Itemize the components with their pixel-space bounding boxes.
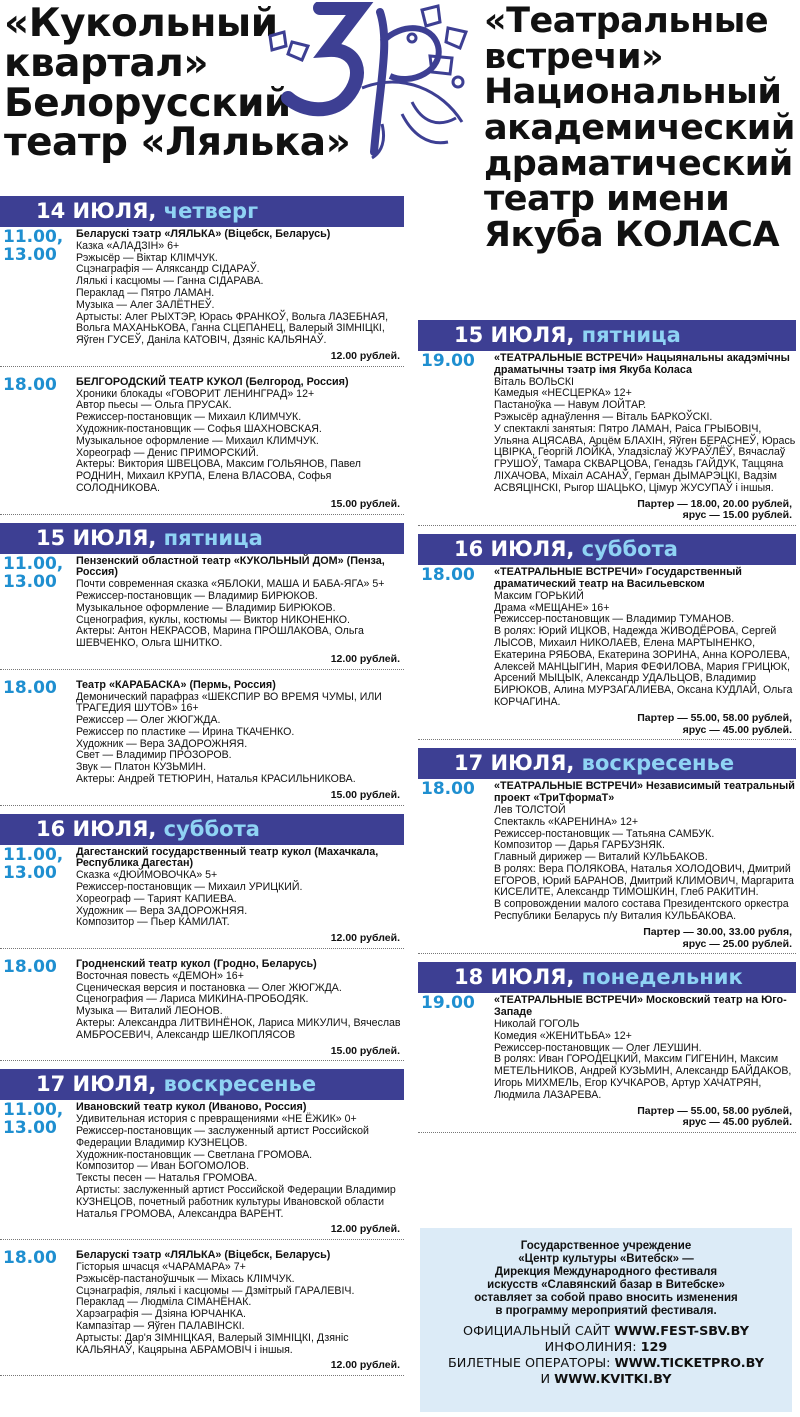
event-title: Гродненский театр кукол (Гродно, Беларусь) bbox=[76, 958, 317, 971]
event-spacer bbox=[0, 806, 404, 814]
site-label: ОФИЦИАЛЬНЫЙ САЙТ bbox=[463, 1324, 610, 1339]
event-detail-line: Харэаграфія — Дзіяна ЮРЧАНКА. bbox=[76, 1308, 246, 1321]
event-detail-line: Режиссер — Олег ЖЮГЖДА. bbox=[76, 714, 221, 727]
official-site-line bbox=[426, 1324, 786, 1340]
ticket-operators-line bbox=[426, 1356, 786, 1372]
event-detail-line: Композитор — Иван БОГОМОЛОВ. bbox=[76, 1160, 250, 1173]
event-detail-line: Комедия «ЖЕНИТЬБА» 12+ bbox=[494, 1029, 632, 1042]
event-time: 18.00 bbox=[3, 374, 57, 395]
right-section-title: «Театральные встречи» Национальный академический драматический театр имени Якуба КОЛАСА bbox=[484, 1, 795, 256]
event-time: 18.00 bbox=[421, 779, 475, 800]
event-detail-line: Лев ТОЛСТОЙ bbox=[494, 803, 566, 816]
day-weekday: воскресенье bbox=[581, 751, 735, 776]
event-title: Дагестанский государственный театр кукол (Махачкала, Республика Дагестан) bbox=[76, 845, 379, 870]
phone-label: ИНФОЛИНИЯ: bbox=[544, 1340, 637, 1355]
day-weekday: суббота bbox=[163, 816, 260, 841]
event-time: 18.00 bbox=[3, 1248, 57, 1269]
event-detail-line: Сценография — Лариса МИКИНА-ПРОБОДЯК. bbox=[76, 993, 309, 1006]
event-detail-line: Режиссер по пластике — Ирина ТКАЧЕНКО. bbox=[76, 725, 295, 738]
event-time: 11.00, 13.00 bbox=[3, 1100, 64, 1139]
left-column bbox=[0, 0, 404, 1384]
event-title: Беларускі тэатр «ЛЯЛЬКА» (Віцебск, Беларусь) bbox=[76, 228, 331, 240]
day-date: 14 ИЮЛЯ, bbox=[36, 199, 157, 223]
event-detail-line: Лялькі і касцюмы — Ганна СІДАРАВА. bbox=[76, 275, 264, 288]
event-title: Пензенский областной театр «КУКОЛЬНЫЙ ДОМ» (Пенза, Россия) bbox=[76, 554, 385, 579]
event-detail-line: Хореограф — Денис ПРИМОРСКИЙ. bbox=[76, 446, 259, 459]
day-date: 15 ИЮЛЯ, bbox=[36, 525, 157, 550]
event-detail-line: Актеры: Антон НЕКРАСОВ, Марина ПРОШЛАКОВА, Ольга ШЕВЧЕНКО, Ольга ШНИТКО. bbox=[76, 625, 364, 650]
event-detail-line: Художник-постановщик — Светлана ГРОМОВА. bbox=[76, 1148, 313, 1161]
right-column bbox=[418, 0, 796, 1141]
event-detail-line: Художник-постановщик — Софья ШАХНОВСКАЯ. bbox=[76, 422, 322, 435]
event-detail-line: Свет — Владимир ПРОЗОРОВ. bbox=[76, 749, 232, 762]
event-spacer bbox=[0, 367, 404, 375]
event-detail-line: Сценография, куклы, костюмы — Виктор НИКОНЕНКО. bbox=[76, 613, 350, 626]
info-box bbox=[420, 1228, 792, 1412]
day-date: 18 ИЮЛЯ, bbox=[454, 965, 575, 990]
event-spacer bbox=[418, 954, 796, 962]
day-header bbox=[0, 196, 404, 227]
day-date: 17 ИЮЛЯ, bbox=[36, 1072, 157, 1097]
event-price: 12.00 рублей. bbox=[330, 1359, 400, 1372]
ops-and: И bbox=[540, 1372, 551, 1387]
event-title: «ТЕАТРАЛЬНЫЕ ВСТРЕЧИ» Московский театр на Юго-Западе bbox=[494, 994, 787, 1019]
event-detail-line: Режиссер-постановщик — Владимир ТУМАНОВ. bbox=[494, 613, 735, 626]
event-detail-line: Рэжысёр-пастаноўшчык — Міхась КЛІМЧУК. bbox=[76, 1272, 295, 1285]
day-header bbox=[0, 814, 404, 845]
ticket-operators-line-2 bbox=[426, 1372, 786, 1388]
event-title: Ивановский театр кукол (Иваново, Россия) bbox=[76, 1101, 307, 1114]
event-spacer bbox=[0, 1061, 404, 1069]
event-detail-line: Рэжысёр — Віктар КЛІМЧУК. bbox=[76, 251, 218, 264]
event-item bbox=[0, 678, 404, 806]
event-detail-line: Актеры: Виктория ШВЕЦОВА, Максим ГОЛЬЯНОВ, Павел РОДНИН, Михаил КРУПА, Елена ВЛАСОВА, Софья СОЛОДНИКОВА. bbox=[76, 458, 361, 494]
event-detail-line: Сцэнаграфія, лялькі і касцюмы — Дзмітрый ГАРАЛЕВІЧ. bbox=[76, 1284, 355, 1297]
left-schedule bbox=[0, 196, 404, 1384]
event-detail-line: Артысты: Дар'я ЗІМНІЦКАЯ, Валерый ЗІМНІЦКІ, Дзяніс КАЛЬЯНАЎ, Кацярына АБРАМОВІЧ і іншыя. bbox=[76, 1331, 349, 1356]
event-detail-line: Музыка — Алег ЗАЛЁТНЕЎ. bbox=[76, 298, 215, 311]
event-item bbox=[0, 1100, 404, 1240]
event-detail-line: Режиссер-постановщик — Олег ЛЕУШИН. bbox=[494, 1041, 702, 1054]
event-title: Театр «КАРАБАСКА» (Пермь, Россия) bbox=[76, 678, 276, 691]
event-detail-line: Драма «МЕЩАНЕ» 16+ bbox=[494, 601, 610, 614]
event-price: Партер — 55.00, 58.00 рублей, ярус — 45.00 рублей. bbox=[637, 711, 792, 736]
event-detail-line: Сценическая версия и постановка — Олег ЖЮГЖДА. bbox=[76, 981, 342, 994]
event-detail-line: Композитор — Пьер КАМИЛАТ. bbox=[76, 916, 230, 929]
event-time: 19.00 bbox=[421, 993, 475, 1014]
event-detail-line: Композитор — Дарья ГАРБУЗНЯК. bbox=[494, 839, 665, 852]
event-item bbox=[0, 227, 404, 367]
event-spacer bbox=[0, 515, 404, 523]
event-detail-line: Кампазітар — Яўген ПАЛАВІНСКІ. bbox=[76, 1319, 245, 1332]
event-detail-line: Восточная повесть «ДЕМОН» 16+ bbox=[76, 969, 244, 982]
event-price: 12.00 рублей. bbox=[330, 1223, 400, 1236]
event-item bbox=[418, 993, 796, 1133]
event-item bbox=[418, 779, 796, 954]
event-detail-line: Спектакль «КАРЕНИНА» 12+ bbox=[494, 815, 639, 828]
event-detail-line: Музыкальное оформление — Владимир БИРЮКОВ. bbox=[76, 601, 336, 614]
event-detail-line: Удивительная история с превращениями «НЕ ЁЖИК» 0+ bbox=[76, 1113, 357, 1126]
event-item bbox=[0, 554, 404, 670]
kvitki-link[interactable]: WWW.KVITKI.BY bbox=[554, 1372, 672, 1387]
ticketpro-link[interactable]: WWW.TICKETPRO.BY bbox=[614, 1356, 764, 1371]
event-detail-line: В ролях: Юрий ИЦКОВ, Надежда ЖИВОДЁРОВА, Сергей ЛЫСОВ, Михаил НИКОЛАЕВ, Елена МАРТЫНЕНКО, Екатерина РЯБОВА, Екатерина ЗОРИНА, Анна КОРОЛЕВА, Алексей МАНЦЫГИН, Мария ФЕФИЛОВА, Мария ГРИЦЮК, Арсений МЫЦЫК, Александр УДАЛЬЦОВ, Владимир БИРЮКОВ, Алина МУРЗАГАЛИЕВА, Оксана КУДЛАЙ, Ольга КОРЧАГИНА. bbox=[494, 625, 793, 708]
event-item bbox=[0, 375, 404, 515]
event-detail-line: Режиссер-постановщик — Михаил КЛИМЧУК. bbox=[76, 411, 302, 424]
event-detail-line: Демонический парафраз «ШЕКСПИР ВО ВРЕМЯ ЧУМЫ, ИЛИ ТРАГЕДИЯ ШУТОВ» 16+ bbox=[76, 690, 382, 715]
event-detail-line: Рэжысёр аднаўлення — Віталь БАРКОЎСКІ. bbox=[494, 410, 713, 423]
event-detail-line: Казка «АЛАДЗІН» 6+ bbox=[76, 239, 180, 252]
event-spacer bbox=[418, 740, 796, 748]
event-time: 18.00 bbox=[3, 677, 57, 698]
event-price: 12.00 рублей. bbox=[330, 652, 400, 665]
event-spacer bbox=[0, 1240, 404, 1248]
event-price: 12.00 рублей. bbox=[330, 932, 400, 945]
day-date: 16 ИЮЛЯ, bbox=[36, 816, 157, 841]
event-detail-line: Почти современная сказка «ЯБЛОКИ, МАША И БАБА-ЯГА» 5+ bbox=[76, 578, 385, 591]
day-header bbox=[418, 320, 796, 351]
event-detail-line: Николай ГОГОЛЬ bbox=[494, 1018, 580, 1031]
day-weekday: понедельник bbox=[581, 965, 743, 990]
day-weekday: пятница bbox=[163, 525, 263, 550]
event-detail-line: Музыка — Виталий ЛЕОНОВ. bbox=[76, 1005, 223, 1018]
day-header bbox=[418, 962, 796, 993]
event-price: 12.00 рублей. bbox=[330, 349, 400, 362]
event-title: БЕЛГОРОДСКИЙ ТЕАТР КУКОЛ (Белгород, Россия) bbox=[76, 375, 349, 388]
info-notice: Государственное учреждение «Центр культуры «Витебск» — Дирекция Международного фестиваля искусств «Славянский базар в Витебске» оставляет за собой право вносить изменения в программу мероприятий фестиваля. bbox=[474, 1240, 738, 1317]
event-detail-line: Максим ГОРЬКИЙ bbox=[494, 589, 584, 602]
event-detail-line: Камедыя «НЕСЦЕРКА» 12+ bbox=[494, 387, 632, 400]
event-spacer bbox=[0, 670, 404, 678]
event-title: «ТЕАТРАЛЬНЫЕ ВСТРЕЧИ» Нацыянальны акадэмічны драматычны тэатр імя Якуба Коласа bbox=[494, 352, 790, 376]
event-detail-line: Актеры: Александра ЛИТВИНЁНОК, Лариса МИКУЛИЧ, Вячеслав АМБРОСЕВИЧ, Александр ШЕЛКОПЛЯСОВ bbox=[76, 1017, 401, 1041]
event-time: 18.00 bbox=[421, 565, 475, 586]
event-detail-line: Артисты: заслуженный артист Российской Федерации Владимир КУЗНЕЦОВ, почетный работник культуры Ивановской области Наталья ГРОМОВА, Александра ВАРЕНТ. bbox=[76, 1184, 396, 1220]
event-price: Партер — 30.00, 33.00 рубля, ярус — 25.00 рублей. bbox=[643, 925, 792, 950]
phone-number: 129 bbox=[640, 1340, 668, 1355]
event-detail-line: Режиссер-постановщик — Владимир БИРЮКОВ. bbox=[76, 589, 318, 602]
event-detail-line: Режиссер-постановщик — Михаил УРИЦКИЙ. bbox=[76, 881, 303, 894]
event-detail-line: Звук — Платон КУЗЬМИН. bbox=[76, 761, 207, 774]
event-detail-line: Музыкальное оформление — Михаил КЛИМЧУК. bbox=[76, 434, 319, 447]
event-item bbox=[418, 565, 796, 740]
event-detail-line: Режиссер-постановщик — Татьяна САМБУК. bbox=[494, 827, 715, 840]
day-weekday: воскресенье bbox=[163, 1072, 317, 1097]
info-contacts bbox=[426, 1324, 786, 1388]
event-detail-line: Пераклад — Пятро ЛАМАН. bbox=[76, 286, 215, 299]
event-detail-line: В ролях: Вера ПОЛЯКОВА, Наталья ХОЛОДОВИЧ, Дмитрий ЕГОРОВ, Юрий БАРАНОВ, Дмитрий КЛИМОВИЧ, Маргарита КИСЕЛИТЕ, Александр ТИМОШКИН, Глеб РАКИТИН. bbox=[494, 862, 794, 899]
event-time: 11.00, 13.00 bbox=[3, 227, 64, 265]
site-link[interactable]: WWW.FEST-SBV.BY bbox=[614, 1324, 749, 1339]
event-title: Беларускі тэатр «ЛЯЛЬКА» (Віцебск, Беларусь) bbox=[76, 1249, 331, 1262]
right-schedule bbox=[418, 320, 796, 1141]
event-title: «ТЕАТРАЛЬНЫЕ ВСТРЕЧИ» Государственный драматический театр на Васильевском bbox=[494, 566, 742, 590]
event-spacer bbox=[0, 1376, 404, 1384]
infoline-line bbox=[426, 1340, 786, 1356]
event-detail-line: Художник — Вера ЗАДОРОЖНЯЯ. bbox=[76, 737, 248, 750]
event-time: 19.00 bbox=[421, 351, 475, 371]
event-detail-line: Гісторыя шчасця «ЧАРАМАРА» 7+ bbox=[76, 1260, 246, 1273]
day-date: 17 ИЮЛЯ, bbox=[454, 751, 575, 776]
event-detail-line: Хроники блокады «ГОВОРИТ ЛЕНИНГРАД» 12+ bbox=[76, 387, 315, 400]
event-spacer bbox=[418, 526, 796, 534]
event-item bbox=[0, 957, 404, 1061]
day-header bbox=[418, 748, 796, 779]
event-time: 18.00 bbox=[3, 957, 57, 978]
event-detail-line: Сказка «ДЮЙМОВОЧКА» 5+ bbox=[76, 869, 218, 882]
event-detail-line: Пераклад — Людміла СІМАНЁНАК. bbox=[76, 1296, 252, 1309]
event-detail-line: Пастаноўка — Навум ЛОЙТАР. bbox=[494, 399, 647, 412]
event-spacer bbox=[0, 949, 404, 957]
day-header bbox=[0, 1069, 404, 1100]
event-item bbox=[0, 845, 404, 949]
event-price: 15.00 рублей. bbox=[330, 497, 400, 510]
event-detail-line: Режиссер-постановщик — заслуженный артист Российской Федерации Владимир КУЗНЕЦОВ. bbox=[76, 1125, 369, 1149]
event-detail-line: Віталь ВОЛЬСКІ bbox=[494, 375, 574, 388]
day-weekday: суббота bbox=[581, 537, 678, 562]
event-time: 11.00, 13.00 bbox=[3, 844, 64, 883]
event-detail-line: Сцэнаграфія — Аляксандр СІДАРАЎ. bbox=[76, 263, 260, 276]
day-weekday: четверг bbox=[163, 199, 259, 223]
event-price: 15.00 рублей. bbox=[330, 1044, 400, 1057]
day-weekday: пятница bbox=[581, 323, 681, 347]
event-detail-line: В ролях: Иван ГОРОДЕЦКИЙ, Максим ГИГЕНИН, Максим МЕТЕЛЬНИКОВ, Андрей КУЗЬМИН, Александр БАЙДАКОВ, Игорь МИХМЕЛЬ, Егор КУЧКАРОВ, Артур ХАЧАТРЯН, Людмила ЛАЗАРЕВА. bbox=[494, 1053, 792, 1101]
event-item bbox=[418, 351, 796, 526]
event-time: 11.00, 13.00 bbox=[3, 553, 64, 592]
event-detail-line: Главный дирижер — Виталий КУЛЬБАКОВ. bbox=[494, 851, 708, 864]
left-section-title: «Кукольный квартал» Белорусский театр «Лялька» bbox=[4, 1, 351, 166]
event-price: Партер — 18.00, 20.00 рублей, ярус — 15.00 рублей. bbox=[637, 497, 792, 522]
event-detail-line: В сопровождении малого состава Президентского оркестра Республики Беларусь п/у Виталия КУЛЬБАКОВА. bbox=[494, 898, 789, 923]
event-spacer bbox=[418, 1133, 796, 1141]
day-header bbox=[0, 523, 404, 554]
event-detail-line: Артысты: Алег РЫХТЭР, Юрась ФРАНКОЎ, Вольга ЛАЗЕБНАЯ, Вольга МАХАНЬКОВА, Ганна СЦЕПАНЕЦ, Валерый ЗІМНІЦКІ, Яўген ГУСЕЎ, Даніла КАТОВІЧ, Дзяніс КАЛЬЯНАЎ. bbox=[76, 310, 389, 347]
event-title: «ТЕАТРАЛЬНЫЕ ВСТРЕЧИ» Независимый театральный проект «ТриТформаТ» bbox=[494, 780, 795, 805]
event-detail-line: Художник — Вера ЗАДОРОЖНЯЯ. bbox=[76, 904, 248, 917]
event-detail-line: Тексты песен — Наталья ГРОМОВА. bbox=[76, 1172, 258, 1185]
event-price: Партер — 55.00, 58.00 рублей, ярус — 45.00 рублей. bbox=[637, 1104, 792, 1129]
event-detail-line: У спектаклі занятыя: Пятро ЛАМАН, Раіса ГРЫБОВІЧ, Ульяна АЦЯСАВА, Арцём БЛАХІН, Яўген БЕРАСНЕЎ, Юрась ЦВІРКА, Георгій ЛОЙКА, Уладзіслаў ЖУРАЎЛЁЎ, Вячаслаў ГРУШОЎ, Тамара СКВАРЦОВА, Генадзь ГАЙДУК, Таццяна ЛІХАЧОВА, Міхаіл АСАНАЎ, Герман ДЫМАРЭЦКІ, Вадзім АСВЯЦІНСКІ, Рыгор ШАЦЬКО, Цімур ЖУСУПАЎ і іншыя. bbox=[494, 422, 796, 494]
event-detail-line: Автор пьесы — Ольга ПРУСАК. bbox=[76, 399, 232, 412]
event-item bbox=[0, 1248, 404, 1376]
event-detail-line: Хореограф — Тарият КАПИЕВА. bbox=[76, 892, 237, 905]
event-price: 15.00 рублей. bbox=[330, 788, 400, 801]
event-detail-line: Актеры: Андрей ТЕТЮРИН, Наталья КРАСИЛЬНИКОВА. bbox=[76, 773, 356, 786]
day-date: 16 ИЮЛЯ, bbox=[454, 537, 575, 562]
day-date: 15 ИЮЛЯ, bbox=[454, 323, 575, 347]
ops-label: БИЛЕТНЫЕ ОПЕРАТОРЫ: bbox=[448, 1356, 611, 1371]
day-header bbox=[418, 534, 796, 565]
